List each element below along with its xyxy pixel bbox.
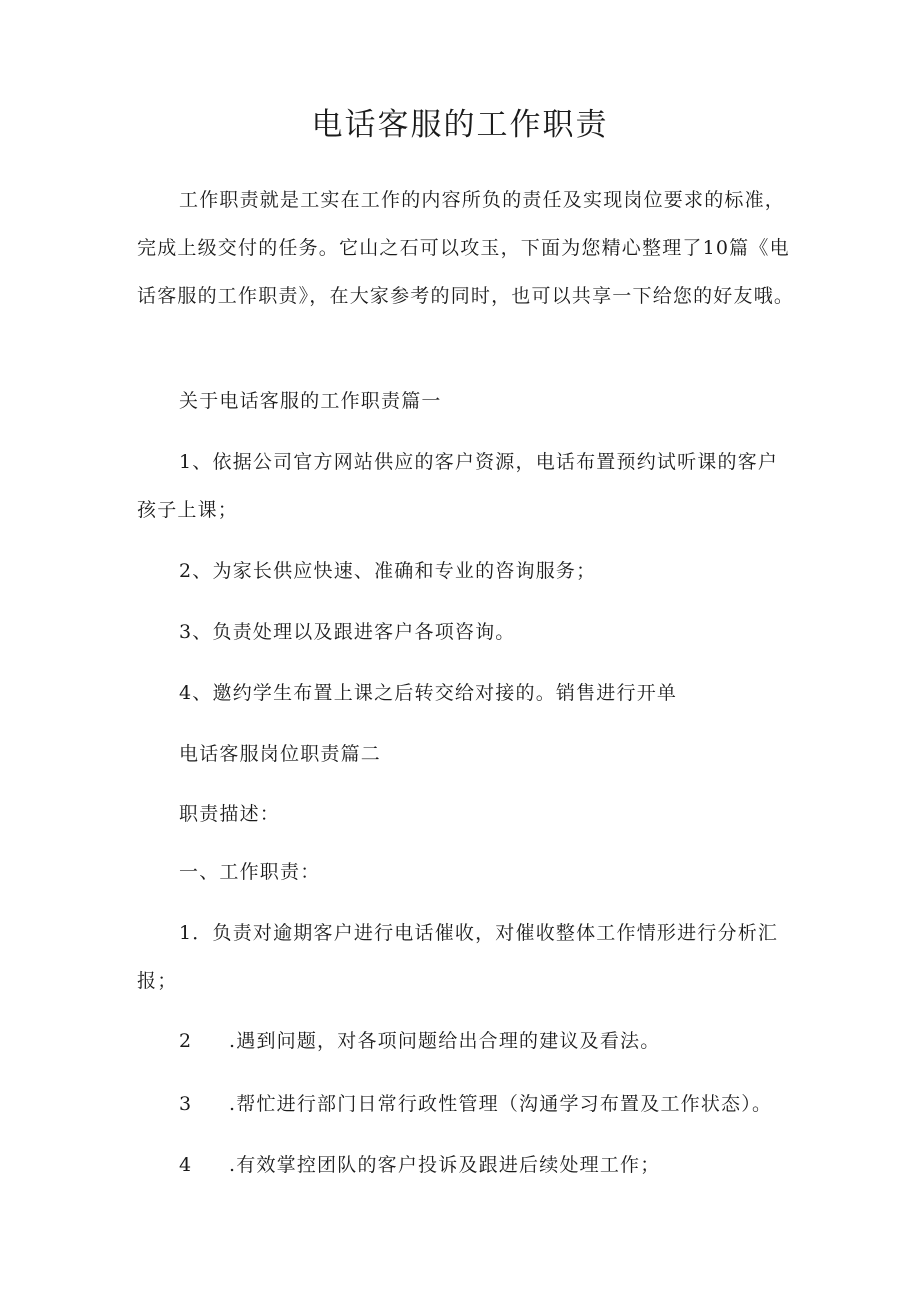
duty1-line2: 报； — [137, 970, 178, 992]
duty1-line1: 1．负责对逾期客户进行电话催收，对催收整体工作情形进行分析汇 — [179, 922, 779, 944]
duty3-number: 3 — [179, 1093, 192, 1115]
item3-text: 3、负责处理以及跟进客户各项咨询。 — [179, 621, 516, 643]
item4-text: 4、邀约学生布置上课之后转交给对接的。销售进行开单 — [179, 682, 678, 704]
duty-description-label: 职责描述： — [179, 803, 281, 825]
section2-heading: 电话客服岗位职责篇二 — [179, 743, 382, 765]
document-title: 电话客服的工作职责 — [311, 107, 609, 143]
item1-line1: 1、依据公司官方网站供应的客户资源，电话布置预约试听课的客户 — [179, 451, 779, 473]
duty2-text: .遇到问题，对各项问题给出合理的建议及看法。 — [229, 1030, 661, 1052]
item1-line2: 孩子上课； — [137, 499, 239, 521]
duty2-number: 2 — [179, 1030, 192, 1052]
duty4-text: .有效掌控团队的客户投诉及跟进后续处理工作； — [229, 1154, 661, 1176]
item2-text: 2、为家长供应快速、准确和专业的咨询服务； — [179, 560, 597, 582]
section1-heading: 关于电话客服的工作职责篇一 — [179, 390, 442, 412]
subheading-work-duties: 一、工作职责： — [179, 861, 321, 883]
intro-paragraph: 工作职责就是工实在工作的内容所负的责任及实现岗位要求的标准，完成上级交付的任务。它山之石可以攻玉，下面为您精心整理了10篇《电话客服的工作职责》，在大家参考的同时，也可以共享一下给您的好友哦。 — [137, 189, 795, 307]
duty4-number: 4 — [179, 1154, 192, 1176]
duty3-text: .帮忙进行部门日常行政性管理（沟通学习布置及工作状态）。 — [229, 1093, 773, 1115]
